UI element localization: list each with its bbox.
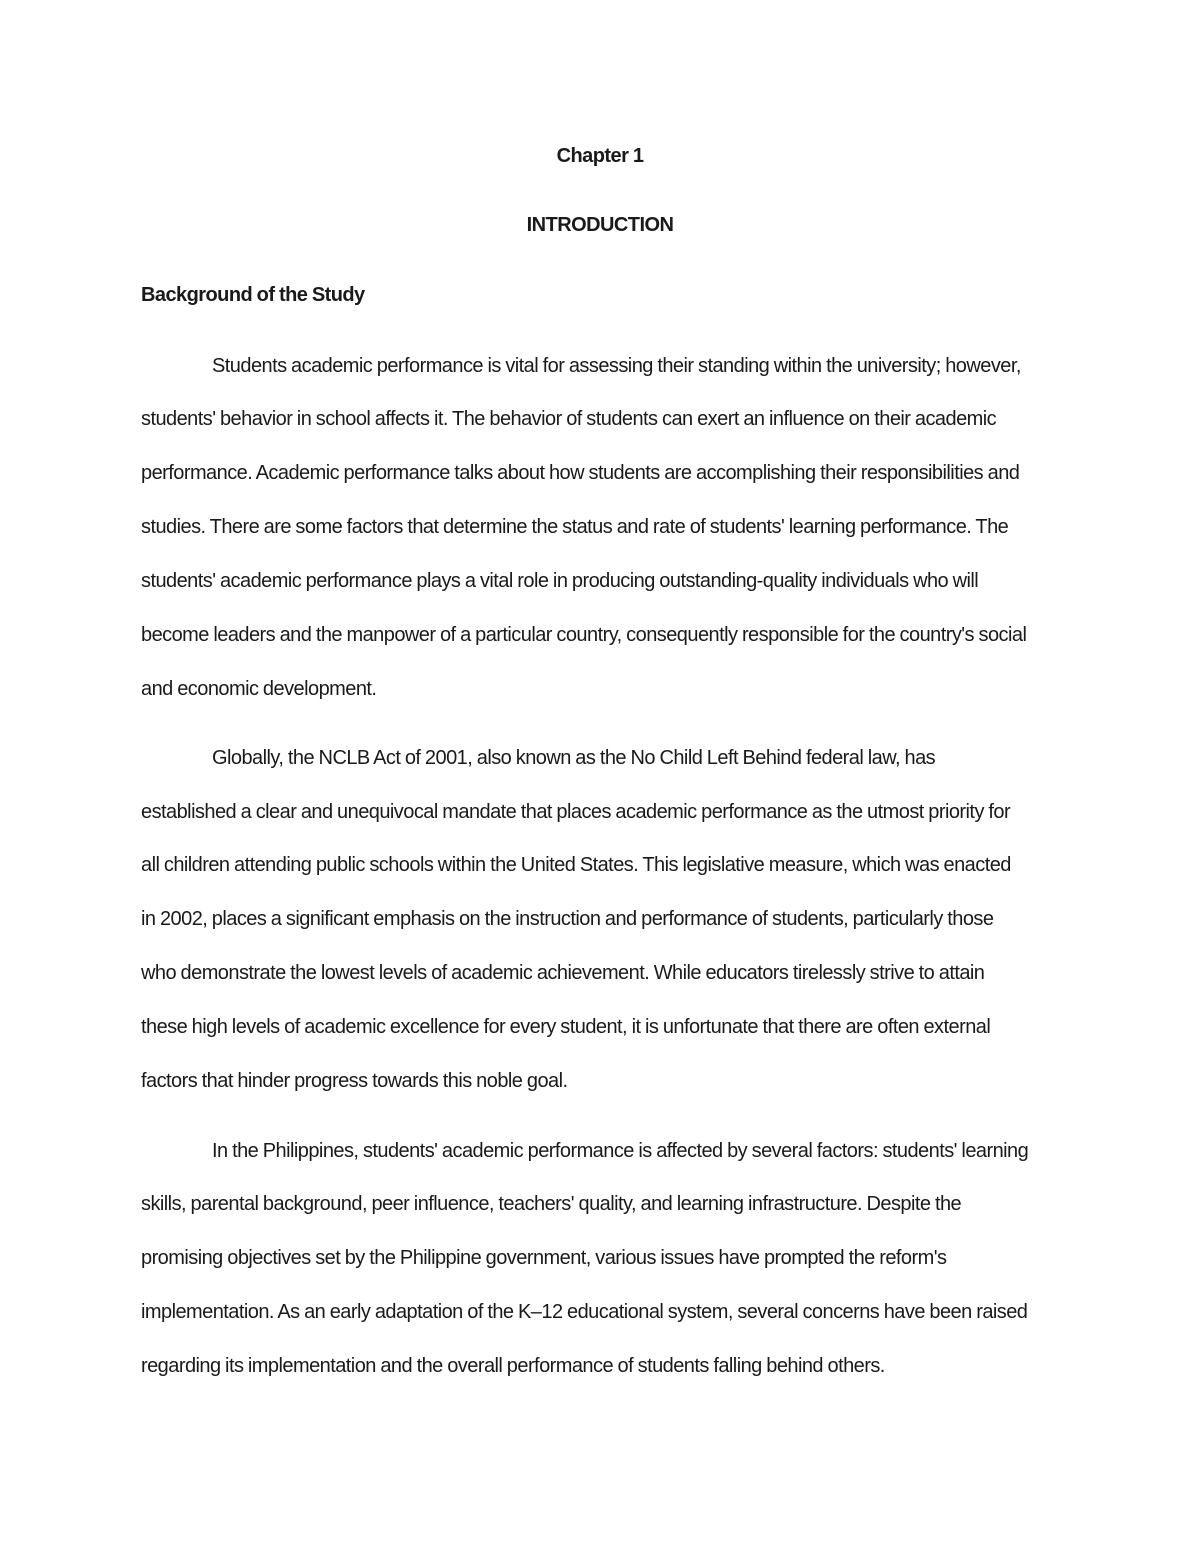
paragraph-line: factors that hinder progress towards this noble goal. [141,1070,568,1092]
paragraph-line: studies. There are some factors that determine the status and rate of students' learning performance. The [141,516,1009,538]
paragraph-line: performance. Academic performance talks about how students are accomplishing their responsibilities and [141,462,1020,484]
paragraph-line: who demonstrate the lowest levels of academic achievement. While educators tirelessly strive to attain [141,962,985,984]
paragraph-line: skills, parental background, peer influence, teachers' quality, and learning infrastructure. Despite the [141,1193,962,1215]
subsection-heading: Background of the Study [141,284,365,306]
paragraph-line: Students academic performance is vital for assessing their standing within the university; however, [212,355,1021,377]
paragraph-line: students' behavior in school affects it. The behavior of students can exert an influence on their academic [141,408,997,430]
paragraph-line: implementation. As an early adaptation of the K–12 educational system, several concerns have been raised [141,1301,1028,1323]
paragraph-line: and economic development. [141,678,377,700]
paragraph-line: regarding its implementation and the overall performance of students falling behind others. [141,1355,885,1377]
chapter-heading: Chapter 1 [556,145,644,167]
paragraph-line: In the Philippines, students' academic performance is affected by several factors: students' learning [212,1140,1029,1162]
paragraph-line: promising objectives set by the Philippine government, various issues have prompted the reform's [141,1247,947,1269]
paragraph-line: Globally, the NCLB Act of 2001, also known as the No Child Left Behind federal law, has [212,747,936,769]
section-heading: INTRODUCTION [526,214,674,236]
paragraph-line: become leaders and the manpower of a particular country, consequently responsible for the country's social [141,624,1027,646]
paragraph-line: these high levels of academic excellence for every student, it is unfortunate that there are often external [141,1016,991,1038]
paragraph-line: students' academic performance plays a vital role in producing outstanding-quality individuals who will [141,570,979,592]
paragraph-line: established a clear and unequivocal mandate that places academic performance as the utmost priority for [141,801,1011,823]
paragraph-line: in 2002, places a significant emphasis on the instruction and performance of students, particularly those [141,908,994,930]
paragraph-line: all children attending public schools within the United States. This legislative measure, which was enacted [141,854,1011,876]
